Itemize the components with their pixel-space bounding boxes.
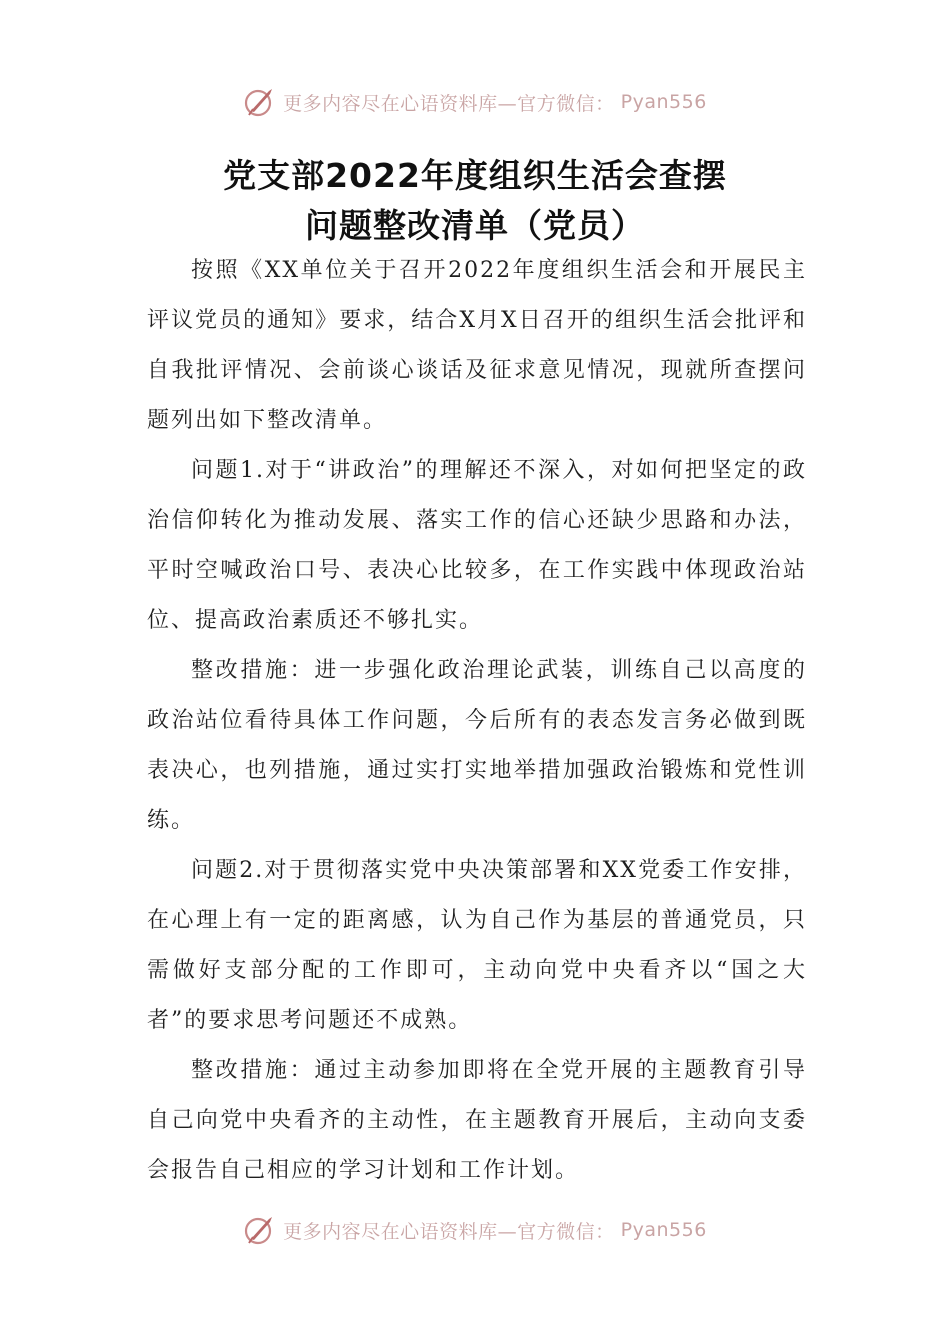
- header-watermark: [0, 82, 950, 122]
- document-title-line2: 问题整改清单（党员）: [305, 206, 645, 245]
- measure-2-paragraph: 整改措施：通过主动参加即将在全党开展的主题教育引导自己向党中央看齐的主动性，在主题教育开展后，主动向支委会报告自己相应的学习计划和工作计划。: [147, 1058, 807, 1183]
- document-body: [147, 246, 807, 1196]
- document-title-line1: 党支部2022年度组织生活会查摆: [223, 156, 727, 195]
- footer-watermark: [0, 1210, 950, 1250]
- watermark-text: 更多内容尽在心语资料库—官方微信：: [283, 1220, 615, 1243]
- quill-pen-icon: [243, 1213, 277, 1247]
- measure-1-paragraph: 整改措施：进一步强化政治理论武装，训练自己以高度的政治站位看待具体工作问题，今后所有的表态发言务必做到既表决心，也列措施，通过实打实地举措加强政治锻炼和党性训练。: [147, 658, 807, 833]
- watermark-handle: Pyan556: [620, 91, 707, 113]
- watermark-text: 更多内容尽在心语资料库—官方微信：: [283, 92, 615, 115]
- watermark-handle: Pyan556: [620, 1219, 707, 1241]
- problem-2-paragraph: 问题2.对于贯彻落实党中央决策部署和XX党委工作安排，在心理上有一定的距离感，认为自己作为基层的普通党员，只需做好支部分配的工作即可，主动向党中央看齐以“国之大者”的要求思考问题还不成熟。: [147, 858, 807, 1033]
- problem-1-paragraph: 问题1.对于“讲政治”的理解还不深入，对如何把坚定的政治信仰转化为推动发展、落实工作的信心还缺少思路和办法，平时空喊政治口号、表决心比较多，在工作实践中体现政治站位、提高政治素质还不够扎实。: [147, 458, 807, 633]
- quill-pen-icon: [243, 85, 277, 119]
- intro-paragraph: 按照《XX单位关于召开2022年度组织生活会和开展民主评议党员的通知》要求，结合X月X日召开的组织生活会批评和自我批评情况、会前谈心谈话及征求意见情况，现就所查摆问题列出如下整改清单。: [147, 258, 807, 433]
